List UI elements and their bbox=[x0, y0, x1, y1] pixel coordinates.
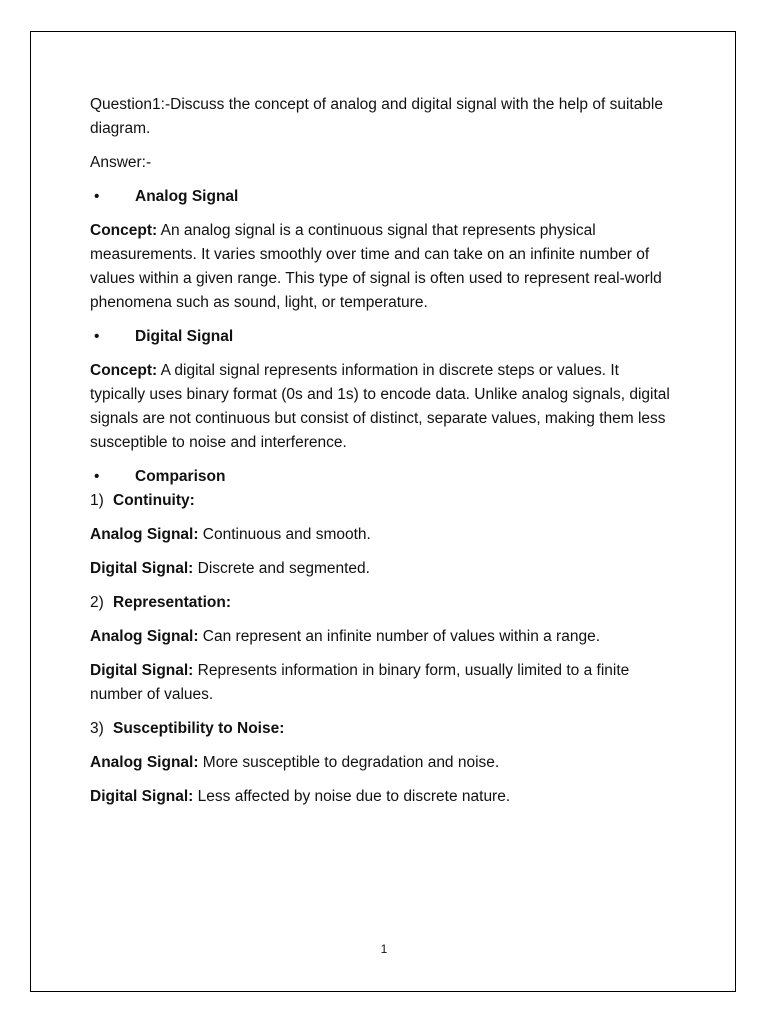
digital-label: Digital Signal: bbox=[90, 788, 194, 805]
comparison-digital-line bbox=[90, 785, 675, 809]
comparison-digital-line bbox=[90, 659, 675, 707]
document-body bbox=[90, 93, 675, 819]
page-number: 1 bbox=[380, 942, 388, 956]
analog-concept-label: Concept: bbox=[90, 222, 158, 239]
digital-label: Digital Signal: bbox=[90, 560, 194, 577]
comparison-item-number: 1) bbox=[90, 492, 104, 509]
comparison-item-label: Representation: bbox=[113, 594, 231, 611]
comparison-digital-line bbox=[90, 557, 675, 581]
analog-label: Analog Signal: bbox=[90, 526, 199, 543]
comparison-item-label: Continuity: bbox=[113, 492, 195, 509]
analog-concept bbox=[90, 219, 675, 315]
digital-concept-text: A digital signal represents information in discrete steps or values. It typically uses binary format (0s and 1s) to encode data. Unlike analog signals, digital signals are not continuous but consist of distinct, separate values, making them less susceptible to noise and interference. bbox=[90, 362, 670, 451]
comparison-item-number: 3) bbox=[90, 720, 104, 737]
comparison-analog-line bbox=[90, 625, 675, 649]
answer-label: Answer:- bbox=[90, 154, 152, 171]
digital-value: Less affected by noise due to discrete nature. bbox=[193, 788, 511, 805]
comparison-item-label: Susceptibility to Noise: bbox=[113, 720, 285, 737]
digital-heading-text: Digital Signal bbox=[135, 328, 234, 345]
analog-label: Analog Signal: bbox=[90, 754, 199, 771]
digital-concept bbox=[90, 359, 675, 455]
digital-heading bbox=[90, 325, 675, 349]
comparison-heading-text: Comparison bbox=[135, 468, 226, 485]
analog-concept-text: An analog signal is a continuous signal that represents physical measurements. It varies smoothly over time and can take on an infinite number of values within a given range. This type of signal is often used to represent real-world phenomena such as sound, light, or temperature. bbox=[90, 222, 662, 311]
analog-value: More susceptible to degradation and noise. bbox=[198, 754, 500, 771]
digital-label: Digital Signal: bbox=[90, 662, 194, 679]
question-text: Question1:-Discuss the concept of analog and digital signal with the help of suitable diagram. bbox=[90, 96, 663, 137]
analog-value: Continuous and smooth. bbox=[198, 526, 371, 543]
comparison-item-title bbox=[90, 591, 675, 615]
analog-heading bbox=[90, 185, 675, 209]
comparison-item-number: 2) bbox=[90, 594, 104, 611]
comparison-item-title bbox=[90, 489, 675, 513]
analog-label: Analog Signal: bbox=[90, 628, 199, 645]
digital-value: Discrete and segmented. bbox=[193, 560, 370, 577]
digital-concept-label: Concept: bbox=[90, 362, 158, 379]
comparison-analog-line bbox=[90, 523, 675, 547]
analog-heading-text: Analog Signal bbox=[135, 188, 239, 205]
comparison-heading bbox=[90, 465, 675, 489]
analog-value: Can represent an infinite number of values within a range. bbox=[198, 628, 601, 645]
comparison-item-title bbox=[90, 717, 675, 741]
comparison-analog-line bbox=[90, 751, 675, 775]
digital-value: Represents information in binary form, usually limited to a finite number of values. bbox=[90, 662, 630, 703]
